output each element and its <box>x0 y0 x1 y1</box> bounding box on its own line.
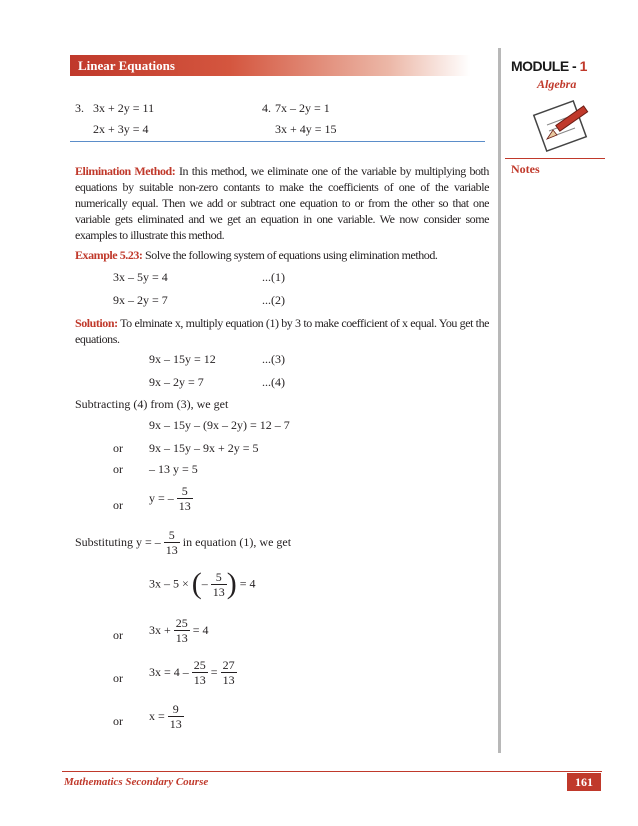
example-eq2: 9x – 2y = 7 <box>113 293 168 307</box>
example-text: Solve the following system of equations using elimination method. <box>145 248 438 262</box>
exercise-3-number: 3. <box>75 101 84 115</box>
exercise-4-eq1: 7x – 2y = 1 <box>275 101 330 115</box>
page-number: 161 <box>567 773 601 791</box>
solution-eq4-tag: ...(4) <box>262 375 285 389</box>
or-label-1: or <box>113 441 123 455</box>
notepad-pencil-icon <box>525 95 595 155</box>
chapter-title: Linear Equations <box>78 58 175 73</box>
exercise-3-eq2: 2x + 3y = 4 <box>93 122 149 136</box>
module-label: MODULE - 1 <box>511 58 587 74</box>
method-title: Elimination Method: <box>75 164 176 178</box>
example-eq2-tag: ...(2) <box>262 293 285 307</box>
or-label-2: or <box>113 462 123 476</box>
method-paragraph <box>75 163 489 243</box>
step-4: y = – $\frac{5}{13}$ <box>149 484 191 513</box>
subtracting-text: Subtracting (4) from (3), we get <box>75 397 229 411</box>
example-label: Example 5.23: <box>75 248 143 262</box>
solution-label: Solution: <box>75 316 118 330</box>
fraction-5-13: $\frac{5}{13}$ <box>212 569 225 599</box>
fraction-27-13: $\frac{27}{13}$ <box>222 658 235 687</box>
margin-divider <box>498 48 501 753</box>
step-5: 3x – 5 × (– $\frac{5}{13}$ ) = 4 <box>149 567 256 600</box>
or-label-6: or <box>113 714 123 728</box>
step-8: x = $\frac{9}{13}$ <box>149 702 182 731</box>
or-label-5: or <box>113 671 123 685</box>
example-heading <box>75 247 489 263</box>
fraction-5-13: $\frac{5}{13}$ <box>165 528 178 557</box>
exercise-3-eq1: 3x + 2y = 11 <box>93 101 155 115</box>
substituting-line: Substituting y = – $\frac{5}{13}$ in equation (1), we get <box>75 528 292 557</box>
or-label-3: or <box>113 498 123 512</box>
step-7: 3x = 4 – $\frac{25}{13}$ = $\frac{27}{13}$ <box>149 658 235 687</box>
exercise-4-eq2: 3x + 4y = 15 <box>275 122 337 136</box>
fraction-25-13: $\frac{25}{13}$ <box>193 658 206 687</box>
fraction-9-13: $\frac{9}{13}$ <box>169 702 182 731</box>
subject-label: Algebra <box>537 77 577 91</box>
example-eq1: 3x – 5y = 4 <box>113 270 168 284</box>
step-1: 9x – 15y – (9x – 2y) = 12 – 7 <box>149 418 290 432</box>
step-2: 9x – 15y – 9x + 2y = 5 <box>149 441 259 455</box>
fraction-5-13: $\frac{5}{13}$ <box>178 484 191 513</box>
example-eq1-tag: ...(1) <box>262 270 285 284</box>
footer-rule <box>62 771 602 772</box>
or-label-4: or <box>113 628 123 642</box>
step-3: – 13 y = 5 <box>149 462 198 476</box>
solution-text: To elminate x, multiply equation (1) by 3 to make coefficient of x equal. You get the equations. <box>75 316 489 346</box>
step-6: 3x + $\frac{25}{13}$ = 4 <box>149 616 209 645</box>
section-rule <box>70 141 485 142</box>
fraction-25-13: $\frac{25}{13}$ <box>175 616 188 645</box>
exercise-4-number: 4. <box>262 101 271 115</box>
method-body: In this method, we eliminate one of the variable by multiplying both equations by suitable non-zero contants to make the coefficients of one of the variable numerically equal. Then we add or subtract one equation to or from the other so that one variable gets eliminated and we get an equation in one variable. We now consider some examples to illustrate this method. <box>75 164 489 242</box>
solution-eq4: 9x – 2y = 7 <box>149 375 204 389</box>
notes-divider <box>505 158 605 159</box>
solution-eq3: 9x – 15y = 12 <box>149 352 216 366</box>
solution-eq3-tag: ...(3) <box>262 352 285 366</box>
course-name: Mathematics Secondary Course <box>64 776 209 788</box>
notes-label: Notes <box>511 162 540 176</box>
solution-heading <box>75 315 489 347</box>
